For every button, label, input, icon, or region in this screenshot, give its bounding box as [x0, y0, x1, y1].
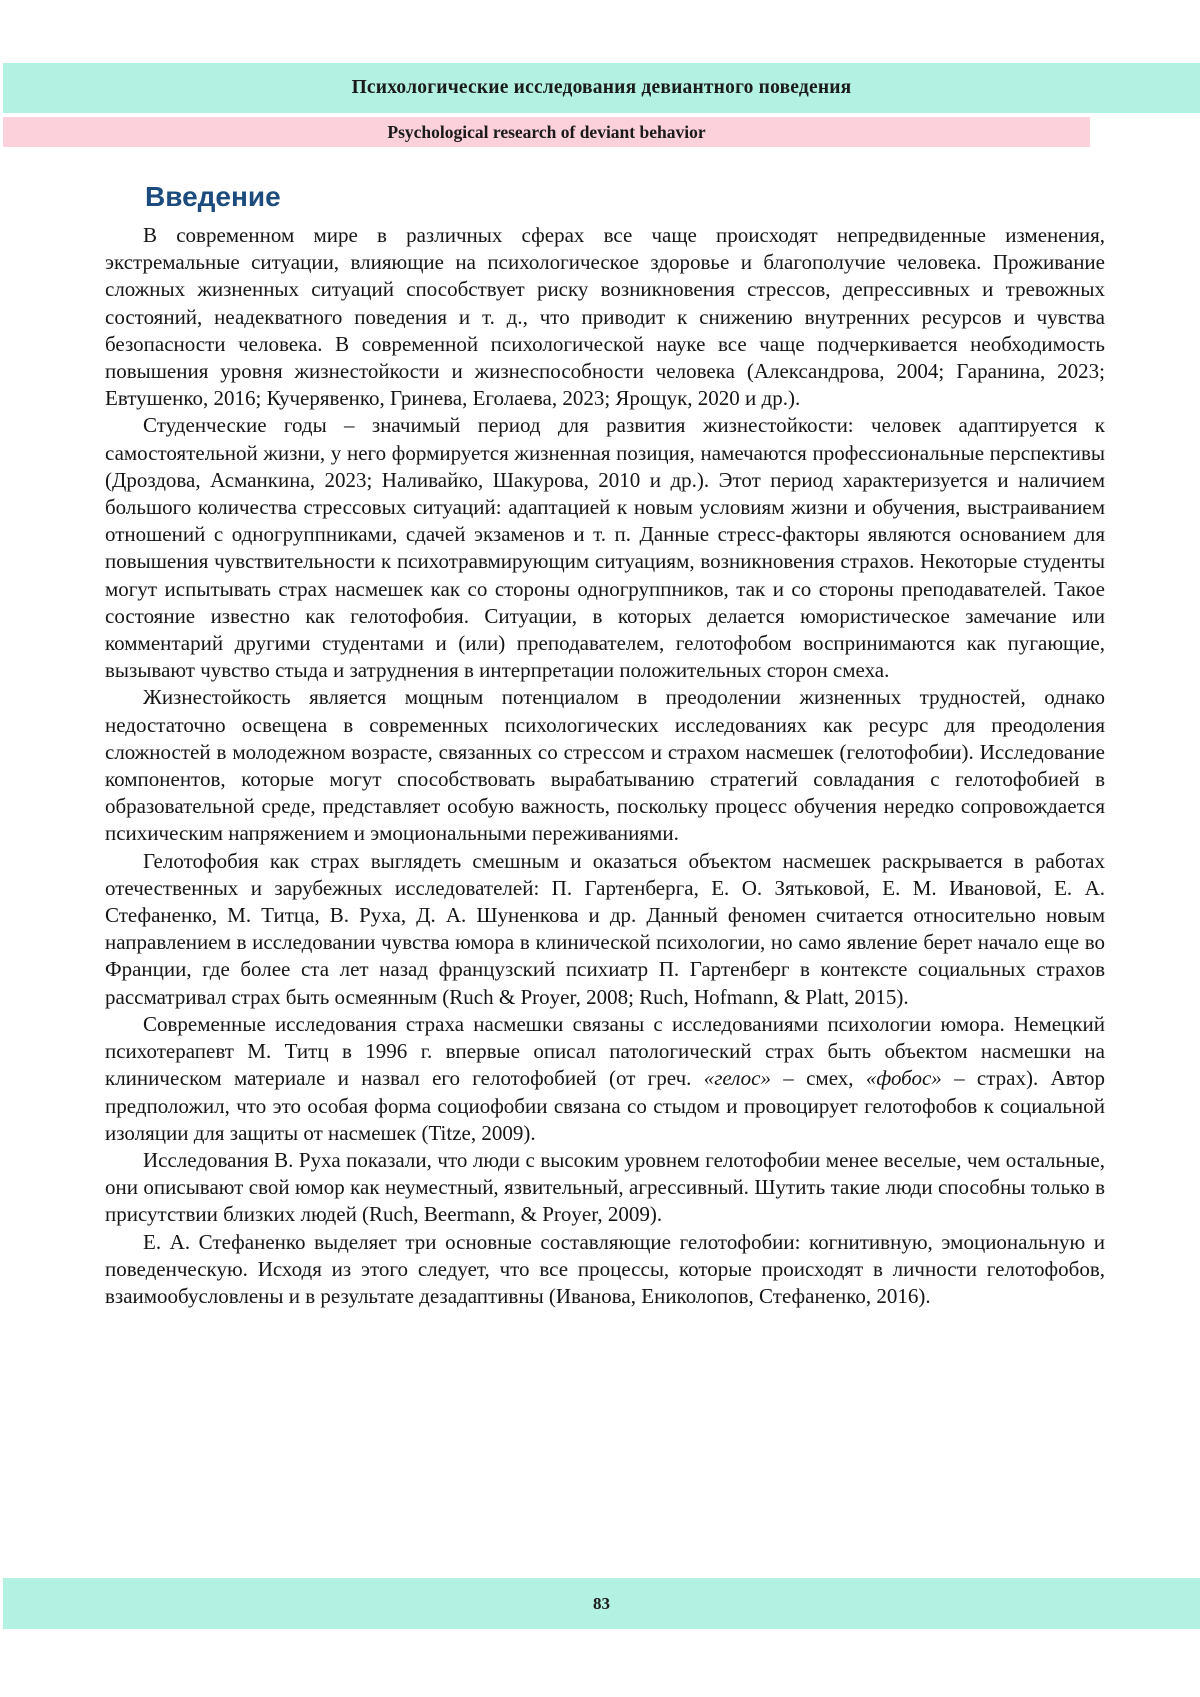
- journal-header-banner-ru: [3, 63, 1200, 113]
- journal-title-ru: Психологические исследования девиантного поведения: [351, 77, 852, 98]
- article-body: [105, 182, 1105, 1310]
- section-heading: Введение: [145, 181, 281, 212]
- paragraph: Е. А. Стефаненко выделяет три основные составляющие гелотофобии: когнитивную, эмоциональную и поведенческую. Исходя из этого следует, что все процессы, которые происходят в личности гелотофобов, взаимообусловлены и в результате дезадаптивны (Иванова, Ениколопов, Стефаненко, 2016).: [105, 1229, 1105, 1308]
- footer-banner: [3, 1578, 1200, 1629]
- paragraph: Исследования В. Руха показали, что люди с высоким уровнем гелотофобии менее веселые, чем остальные, они описывают свой юмор как неуместный, язвительный, агрессивный. Шутить такие люди способны только в присутствии близких людей (Ruch, Beermann, & Proyer, 2009).: [105, 1147, 1105, 1227]
- paragraph: Жизнестойкость является мощным потенциалом в преодолении жизненных трудностей, однако недостаточно освещена в современных психологических исследованиях как ресурс для преодоления сложностей в молодежном возрасте, связанных со стрессом и страхом насмешек (гелотофобии). Исследование компонентов, которые могут способствовать вырабатыванию стратегий совладания с гелотофобией в образовательной среде, представляет особую важность, поскольку процесс обучения нередко сопровождается психическим напряжением и эмоциональными переживаниями.: [105, 685, 1105, 846]
- journal-header-banner-en: [3, 117, 1090, 147]
- paragraph: Гелотофобия как страх выглядеть смешным и оказаться объектом насмешек раскрывается в работах отечественных и зарубежных исследователей: П. Гартенберга, Е. О. Зятьковой, Е. М. Ивановой, Е. А. Стефаненко, М. Титца, В. Руха, Д. А. Шуненкова и др. Данный феномен считается относительно новым направлением в исследовании чувства юмора в клинической психологии, но само явление берет начало еще во Франции, где более ста лет назад французский психиатр П. Гартенберг в контексте социальных страхов рассматривал страх быть осмеянным (Ruch & Proyer, 2008; Ruch, Hofmann, & Platt, 2015).: [105, 848, 1105, 1009]
- page-number: 83: [593, 1593, 610, 1613]
- paragraph: Современные исследования страха насмешки связаны с исследованиями психологии юмора. Немецкий психотерапевт М. Титц в 1996 г. впервые описал патологический страх быть объектом насмешки на клиническом материале и назвал его гелотофобией (от греч. «гелос» – смех, «фобос» – страх). Автор предположил, что это особая форма социофобии связана со стыдом и провоцирует гелотофобов к социальной изоляции для защиты от насмешек (Titze, 2009).: [105, 1011, 1105, 1145]
- paragraph: В современном мире в различных сферах все чаще происходят непредвиденные изменения, экстремальные ситуации, влияющие на психологическое здоровье и благополучие человека. Проживание сложных жизненных ситуаций способствует риску возникновения стрессов, депрессивных и тревожных состояний, неадекватного поведения и т. д., что приводит к снижению внутренних ресурсов и чувства безопасности человека. В современной психологической науке все чаще подчеркивается необходимость повышения уровня жизнестойкости и жизнеспособности человека (Александрова, 2004; Гаранина, 2023; Евтушенко, 2016; Кучерявенко, Гринева, Еголаева, 2023; Ярощук, 2020 и др.).: [105, 223, 1105, 411]
- journal-title-en: Psychological research of deviant behavior: [387, 121, 706, 142]
- paragraph: Студенческие годы – значимый период для развития жизнестойкости: человек адаптируется к самостоятельной жизни, у него формируется жизненная позиция, намечаются профессиональные перспективы (Дроздова, Асманкина, 2023; Наливайко, Шакурова, 2010 и др.). Этот период характеризуется и наличием большого количества стрессовых ситуаций: адаптацией к новым условиям жизни и обучения, выстраиванием отношений с одногруппниками, сдачей экзаменов и т. п. Данные стресс-факторы являются основанием для повышения чувствительности к психотравмирующим ситуациям, возникновения страхов. Некоторые студенты могут испытывать страх насмешек как со стороны одногруппников, так и со стороны преподавателей. Такое состояние известно как гелотофобия. Ситуации, в которых делается юмористическое замечание или комментарий другими студентами и (или) преподавателем, гелотофобом воспринимаются как пугающие, вызывают чувство стыда и затруднения в интерпретации положительных сторон смеха.: [105, 413, 1105, 683]
